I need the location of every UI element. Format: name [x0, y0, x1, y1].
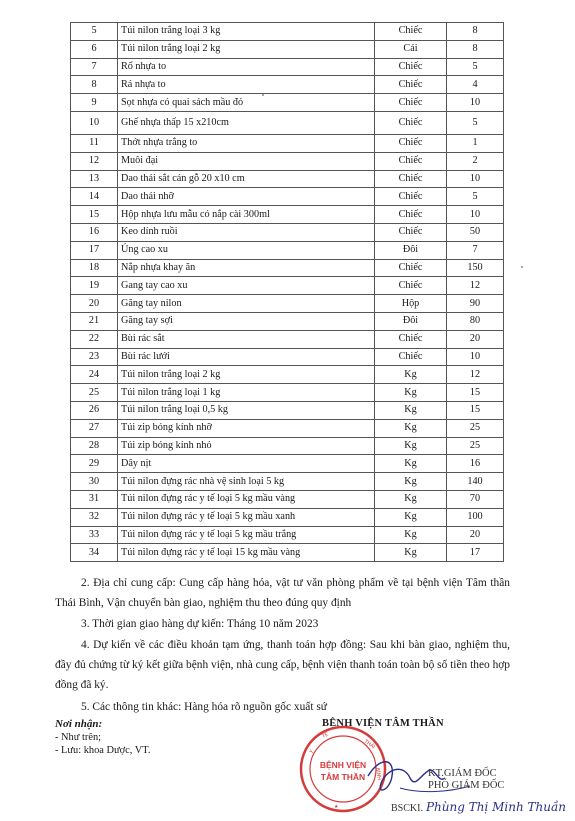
table-row	[71, 58, 504, 76]
item-name: Rá nhựa to	[118, 76, 375, 94]
item-name: Thớt nhựa trắng to	[118, 134, 375, 152]
item-unit: Kg	[375, 455, 447, 473]
row-number: 15	[71, 206, 118, 224]
item-unit: Kg	[375, 526, 447, 544]
item-name: Gang tay cao xu	[118, 277, 375, 295]
table-row	[71, 490, 504, 508]
item-name: Muôi đại	[118, 152, 375, 170]
table-row	[71, 312, 504, 330]
row-number: 12	[71, 152, 118, 170]
table-row	[71, 223, 504, 241]
item-quantity: 1	[447, 134, 504, 152]
row-number: 8	[71, 76, 118, 94]
delivery-time-paragraph: 3. Thời gian giao hàng dự kiến: Tháng 10 năm 2023	[81, 618, 319, 630]
table-row	[71, 544, 504, 562]
item-quantity: 7	[447, 241, 504, 259]
recipients-title: Nơi nhận:	[55, 718, 103, 730]
row-number: 13	[71, 170, 118, 188]
item-unit: Chiếc	[375, 58, 447, 76]
item-unit: Hộp	[375, 295, 447, 313]
item-unit: Chiếc	[375, 152, 447, 170]
supplies-table	[70, 22, 504, 562]
item-unit: Đôi	[375, 241, 447, 259]
deputy-title: PHÓ GIÁM ĐỐC	[428, 780, 505, 791]
scan-speck	[262, 94, 264, 96]
table-row	[71, 366, 504, 384]
item-name: Ủng cao xu	[118, 241, 375, 259]
row-number: 29	[71, 455, 118, 473]
item-name: Rổ nhựa to	[118, 58, 375, 76]
row-number: 17	[71, 241, 118, 259]
item-name: Túi nilon đựng rác y tế loại 5 kg mầu xanh	[118, 508, 375, 526]
item-quantity: 10	[447, 94, 504, 112]
table-row	[71, 40, 504, 58]
row-number: 31	[71, 490, 118, 508]
signer-line	[391, 800, 566, 814]
payment-terms-paragraph: 4. Dự kiến về các điều khoản tạm ứng, thanh toán hợp đồng: Sau khi bàn giao, nghiệm thu, đầy đủ chứng từ ký kết giữa bệnh viện, nhà cung cấp, bệnh viện thanh toán toàn bộ số tiền theo hợp đồng đã ký.	[55, 639, 510, 691]
row-number: 9	[71, 94, 118, 112]
item-unit: Chiếc	[375, 348, 447, 366]
item-quantity: 15	[447, 384, 504, 402]
item-unit: Kg	[375, 508, 447, 526]
row-number: 18	[71, 259, 118, 277]
item-name: Găng tay sợi	[118, 312, 375, 330]
item-quantity: 150	[447, 259, 504, 277]
item-quantity: 12	[447, 277, 504, 295]
row-number: 5	[71, 23, 118, 41]
item-unit: Kg	[375, 544, 447, 562]
row-number: 16	[71, 223, 118, 241]
item-unit: Chiếc	[375, 111, 447, 134]
item-quantity: 20	[447, 526, 504, 544]
item-name: Hộp nhựa lưu mẫu có nắp cài 300ml	[118, 206, 375, 224]
svg-text:★: ★	[334, 804, 339, 810]
row-number: 22	[71, 330, 118, 348]
table-row	[71, 295, 504, 313]
item-name: Túi nilon đựng rác y tế loại 5 kg mầu vàng	[118, 490, 375, 508]
row-number: 33	[71, 526, 118, 544]
item-unit: Kg	[375, 401, 447, 419]
row-number: 30	[71, 473, 118, 491]
item-unit: Chiếc	[375, 76, 447, 94]
row-number: 11	[71, 134, 118, 152]
table-row	[71, 473, 504, 491]
row-number: 21	[71, 312, 118, 330]
item-unit: Chiếc	[375, 94, 447, 112]
item-name: Găng tay nilon	[118, 295, 375, 313]
item-quantity: 10	[447, 206, 504, 224]
item-unit: Chiếc	[375, 206, 447, 224]
row-number: 23	[71, 348, 118, 366]
seal-text-line-2: TÂM THẦN	[320, 772, 366, 782]
item-unit: Chiếc	[375, 259, 447, 277]
item-quantity: 25	[447, 437, 504, 455]
item-unit: Kg	[375, 437, 447, 455]
row-number: 34	[71, 544, 118, 562]
item-quantity: 8	[447, 23, 504, 41]
item-name: Túi zip bóng kính nhỏ	[118, 437, 375, 455]
row-number: 6	[71, 40, 118, 58]
table-row	[71, 188, 504, 206]
table-row	[71, 277, 504, 295]
table-row	[71, 94, 504, 112]
item-unit: Đôi	[375, 312, 447, 330]
table-row	[71, 526, 504, 544]
item-unit: Chiếc	[375, 134, 447, 152]
other-info-paragraph: 5. Các thông tin khác: Hàng hóa rõ nguồn gốc xuất sứ	[81, 701, 327, 713]
table-row	[71, 419, 504, 437]
svg-text:Y: Y	[308, 749, 316, 756]
recipients-block	[55, 718, 150, 757]
row-number: 14	[71, 188, 118, 206]
table-row	[71, 455, 504, 473]
row-number: 28	[71, 437, 118, 455]
item-quantity: 10	[447, 348, 504, 366]
table-row	[71, 111, 504, 134]
svg-text:TẾ: TẾ	[321, 731, 330, 740]
item-quantity: 100	[447, 508, 504, 526]
item-name: Dây nịt	[118, 455, 375, 473]
item-name: Túi nilon trắng loại 2 kg	[118, 40, 375, 58]
item-unit: Kg	[375, 419, 447, 437]
svg-text:BÌNH: BÌNH	[374, 767, 383, 781]
item-name: Túi nilon trắng loại 1 kg	[118, 384, 375, 402]
item-unit: Chiếc	[375, 170, 447, 188]
item-name: Bùi rác sắt	[118, 330, 375, 348]
hospital-name: BỆNH VIỆN TÂM THẦN	[322, 718, 444, 729]
item-quantity: 20	[447, 330, 504, 348]
item-unit: Kg	[375, 384, 447, 402]
row-number: 20	[71, 295, 118, 313]
item-unit: Chiếc	[375, 223, 447, 241]
item-unit: Kg	[375, 366, 447, 384]
table-row	[71, 401, 504, 419]
row-number: 10	[71, 111, 118, 134]
item-name: Ghế nhựa thấp 15 x210cm	[118, 111, 375, 134]
row-number: 7	[71, 58, 118, 76]
item-name: Dao thái nhỡ	[118, 188, 375, 206]
delivery-address-paragraph: 2. Địa chỉ cung cấp: Cung cấp hàng hóa, vật tư văn phòng phẩm về tại bệnh viện Tâm thần Thái Bình, Vận chuyển bàn giao, nghiệm thu theo đúng quy định	[55, 577, 510, 609]
item-quantity: 10	[447, 170, 504, 188]
row-number: 26	[71, 401, 118, 419]
item-unit: Kg	[375, 473, 447, 491]
table-row	[71, 259, 504, 277]
table-row	[71, 206, 504, 224]
item-quantity: 70	[447, 490, 504, 508]
signature-block	[392, 768, 504, 792]
recipient-line: - Lưu: khoa Dược, VT.	[55, 745, 151, 756]
item-unit: Kg	[375, 490, 447, 508]
recipient-line: - Như trên;	[55, 732, 102, 743]
row-number: 19	[71, 277, 118, 295]
item-name: Dao thái sắt cán gỗ 20 x10 cm	[118, 170, 375, 188]
item-quantity: 90	[447, 295, 504, 313]
item-unit: Cái	[375, 40, 447, 58]
scan-speck	[521, 266, 523, 268]
item-unit: Chiếc	[375, 330, 447, 348]
item-name: Túi zip bóng kính nhỡ	[118, 419, 375, 437]
item-name: Túi nilon trắng loại 0,5 kg	[118, 401, 375, 419]
svg-text:THÁI: THÁI	[362, 738, 376, 751]
item-quantity: 5	[447, 111, 504, 134]
table-row	[71, 134, 504, 152]
item-quantity: 8	[447, 40, 504, 58]
table-row	[71, 152, 504, 170]
item-name: Nắp nhựa khay ăn	[118, 259, 375, 277]
item-quantity: 5	[447, 188, 504, 206]
item-name: Keo dính ruồi	[118, 223, 375, 241]
table-row	[71, 170, 504, 188]
table-row	[71, 508, 504, 526]
item-quantity: 17	[447, 544, 504, 562]
kt-title: KT.GIÁM ĐỐC	[428, 768, 497, 779]
row-number: 25	[71, 384, 118, 402]
table-row	[71, 348, 504, 366]
item-name: Túi nilon đựng rác y tế loại 15 kg mầu vàng	[118, 544, 375, 562]
table-row	[71, 76, 504, 94]
item-name: Túi nilon đựng rác nhà vệ sinh loại 5 kg	[118, 473, 375, 491]
table-row	[71, 241, 504, 259]
table-row	[71, 437, 504, 455]
item-quantity: 15	[447, 401, 504, 419]
item-name: Túi nilon trắng loại 2 kg	[118, 366, 375, 384]
table-row	[71, 330, 504, 348]
item-unit: Chiếc	[375, 23, 447, 41]
item-quantity: 16	[447, 455, 504, 473]
item-name: Sọt nhựa có quai sách mầu đỏ	[118, 94, 375, 112]
row-number: 32	[71, 508, 118, 526]
item-unit: Chiếc	[375, 188, 447, 206]
signer-name: Phùng Thị Minh Thuần	[425, 800, 567, 814]
row-number: 24	[71, 366, 118, 384]
item-quantity: 2	[447, 152, 504, 170]
row-number: 27	[71, 419, 118, 437]
item-quantity: 4	[447, 76, 504, 94]
item-quantity: 12	[447, 366, 504, 384]
signer-prefix: BSCKI.	[391, 803, 423, 814]
item-quantity: 25	[447, 419, 504, 437]
item-unit: Chiếc	[375, 277, 447, 295]
item-name: Túi nilon trắng loại 3 kg	[118, 23, 375, 41]
seal-text-line-1: BỆNH VIỆN	[319, 760, 367, 770]
item-name: Bùi rác lưới	[118, 348, 375, 366]
item-quantity: 80	[447, 312, 504, 330]
item-name: Túi nilon đựng rác y tế loại 5 kg mầu trắng	[118, 526, 375, 544]
table-row	[71, 23, 504, 41]
item-quantity: 5	[447, 58, 504, 76]
item-quantity: 50	[447, 223, 504, 241]
table-row	[71, 384, 504, 402]
item-quantity: 140	[447, 473, 504, 491]
